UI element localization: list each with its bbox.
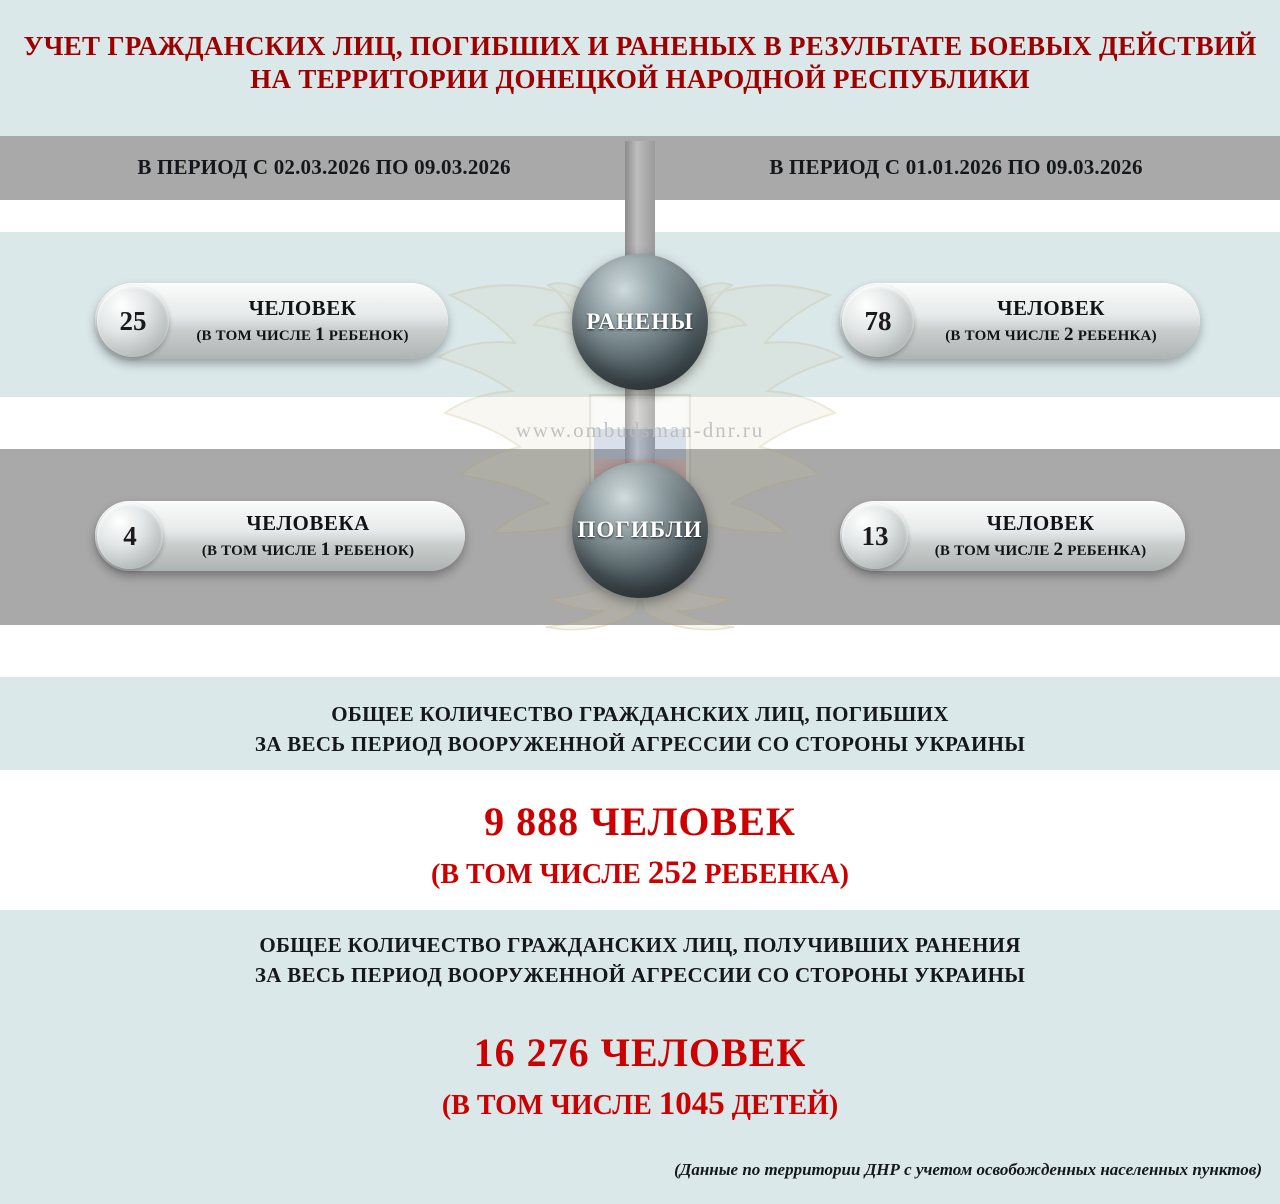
stat-children-suffix: РЕБЕНКА)	[1077, 328, 1157, 345]
total-wounded-children-number: 1045	[658, 1086, 725, 1122]
stat-children-number: 1	[320, 539, 331, 561]
stat-text	[908, 511, 1185, 562]
stat-children-number: 2	[1064, 324, 1074, 346]
stat-unit: ЧЕЛОВЕК	[997, 295, 1105, 320]
stat-pill-wounded-week	[95, 283, 448, 359]
total-wounded-children-prefix: (В ТОМ ЧИСЛЕ	[441, 1090, 652, 1121]
stat-number: 78	[864, 305, 892, 336]
total-wounded-heading-line2: ЗА ВЕСЬ ПЕРИОД ВООРУЖЕННОЙ АГРЕССИИ СО СТОРОНЫ УКРАИНЫ	[254, 963, 1026, 988]
stat-number: 4	[123, 520, 137, 551]
stat-children-note	[173, 323, 432, 346]
stat-children-suffix: РЕБЕНОК)	[334, 543, 415, 560]
spacer-band-3	[0, 625, 1280, 677]
total-wounded-children-note	[0, 1086, 1280, 1123]
stat-badge	[97, 285, 169, 357]
stat-children-suffix: РЕБЕНКА)	[1067, 543, 1147, 560]
category-circle-wounded: РАНЕНЫ	[572, 254, 708, 390]
stat-text	[169, 296, 448, 347]
stat-children-note	[918, 323, 1184, 346]
stat-pill-killed-year	[840, 501, 1185, 571]
total-wounded-heading-line1: ОБЩЕЕ КОЛИЧЕСТВО ГРАЖДАНСКИХ ЛИЦ, ПОЛУЧИВШИХ РАНЕНИЯ	[259, 933, 1021, 957]
total-killed-children-prefix: (В ТОМ ЧИСЛЕ	[431, 859, 641, 890]
stat-unit: ЧЕЛОВЕК	[248, 295, 357, 320]
stat-badge	[842, 285, 914, 357]
total-wounded-children-suffix: ДЕТЕЙ)	[731, 1090, 839, 1121]
footer-note: (Данные по территории ДНР с учетом освобожденных населенных пунктов)	[674, 1160, 1262, 1179]
site-watermark: www.ombudsman-dnr.ru	[515, 418, 765, 442]
stat-children-note	[167, 538, 449, 561]
stat-children-note	[912, 538, 1169, 561]
stat-text	[163, 511, 465, 562]
stat-children-suffix: РЕБЕНОК)	[328, 328, 409, 345]
total-killed-heading	[0, 699, 1280, 760]
stat-children-prefix: (В ТОМ ЧИСЛЕ	[945, 328, 1061, 345]
stat-children-number: 2	[1053, 539, 1064, 561]
stat-children-prefix: (В ТОМ ЧИСЛЕ	[201, 543, 317, 560]
total-wounded-heading	[0, 930, 1280, 991]
total-killed-heading-line2: ЗА ВЕСЬ ПЕРИОД ВООРУЖЕННОЙ АГРЕССИИ СО СТОРОНЫ УКРАИНЫ	[254, 732, 1026, 757]
total-killed-children-note	[0, 855, 1280, 892]
stat-unit: ЧЕЛОВЕК	[986, 510, 1095, 535]
stat-children-number: 1	[315, 324, 325, 346]
total-killed-children-suffix: РЕБЕНКА)	[704, 859, 849, 890]
page-title: УЧЕТ ГРАЖДАНСКИХ ЛИЦ, ПОГИБШИХ И РАНЕНЫХ В РЕЗУЛЬТАТЕ БОЕВЫХ ДЕЙСТВИЙ НА ТЕРРИТОРИИ ДОНЕЦКОЙ НАРОДНОЙ РЕСПУБЛИКИ	[23, 31, 1257, 95]
total-killed-value: 9 888 ЧЕЛОВЕК	[484, 799, 796, 844]
stat-badge	[842, 503, 908, 569]
stat-text	[914, 296, 1200, 347]
total-killed-heading-line1: ОБЩЕЕ КОЛИЧЕСТВО ГРАЖДАНСКИХ ЛИЦ, ПОГИБШИХ	[331, 702, 949, 726]
total-killed-children-number: 252	[647, 855, 698, 891]
stat-badge	[97, 503, 163, 569]
stat-unit: ЧЕЛОВЕКА	[246, 510, 370, 535]
total-wounded-value: 16 276 ЧЕЛОВЕК	[473, 1030, 807, 1075]
stat-number: 25	[119, 305, 147, 336]
stat-pill-wounded-year	[840, 283, 1200, 359]
category-circle-killed: ПОГИБЛИ	[572, 462, 708, 598]
period-label-right: В ПЕРИОД С 01.01.2026 ПО 09.03.2026	[769, 155, 1143, 179]
stat-pill-killed-week	[95, 501, 465, 571]
stat-number: 13	[861, 520, 889, 551]
stat-children-prefix: (В ТОМ ЧИСЛЕ	[934, 543, 1050, 560]
stat-children-prefix: (В ТОМ ЧИСЛЕ	[196, 328, 312, 345]
period-label-left: В ПЕРИОД С 02.03.2026 ПО 09.03.2026	[137, 155, 511, 179]
